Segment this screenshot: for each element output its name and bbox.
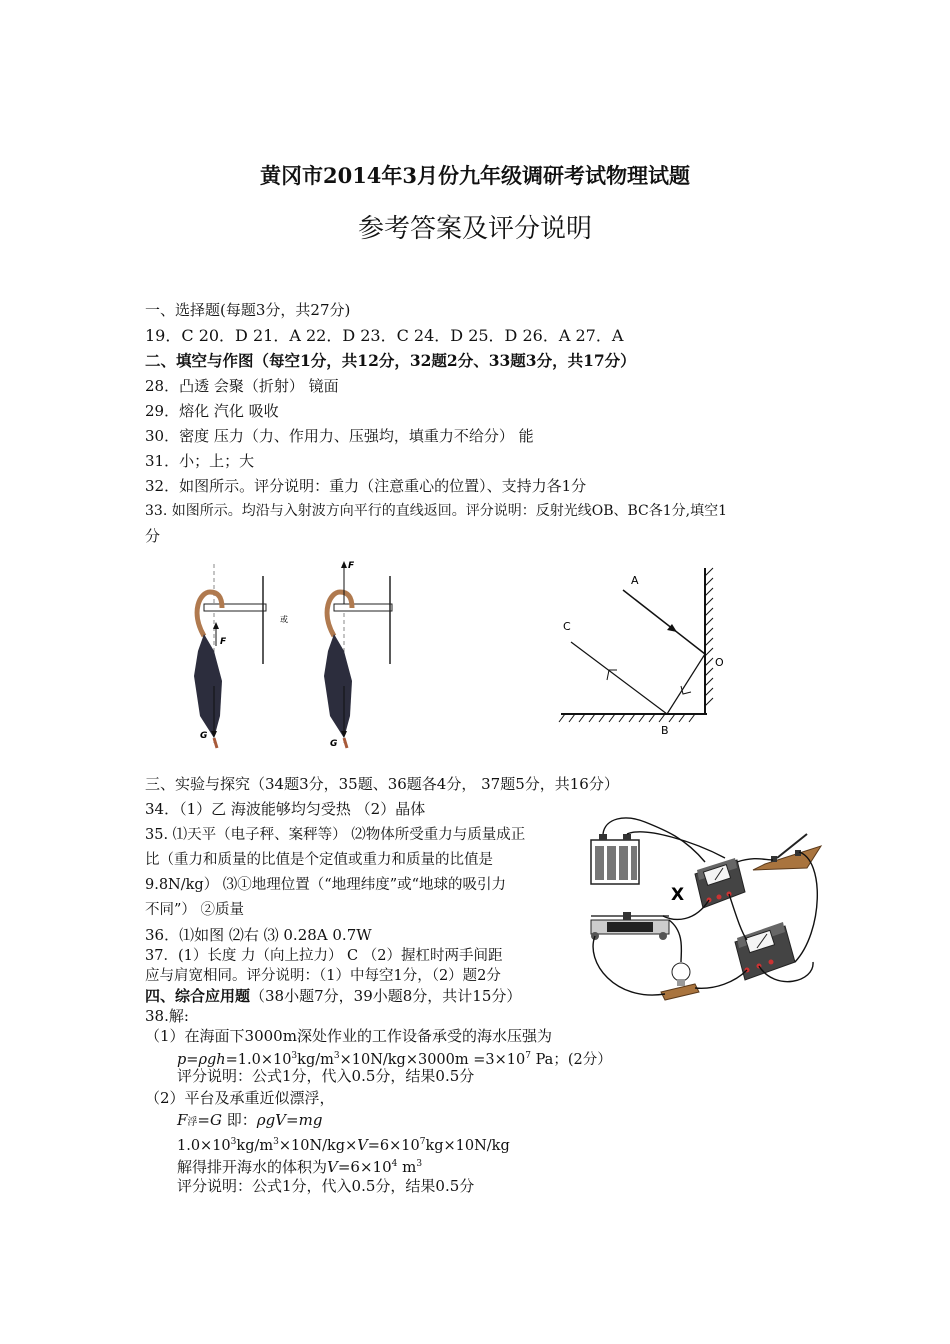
section2-heading: 二、填空与作图（每空1分，共12分，32题2分、33题3分，共17分） [145, 351, 636, 370]
section1-answers: 19．C 20．D 21．A 22．D 23．C 24．D 25．D 26．A 27．A [145, 326, 624, 345]
reflection-figure [555, 562, 730, 742]
answer-37-line1: 37．(1）长度 力（向上拉力） C （2）握杠时两手间距 [145, 948, 503, 964]
answer-29: 29．熔化 汽化 吸收 [145, 402, 279, 420]
circuit-figure [585, 812, 830, 1007]
point-c-label: C [563, 620, 571, 633]
section4-heading-note: （38小题7分，39小题8分，共计15分） [250, 987, 522, 1005]
gravity-g-label-left: G [200, 731, 208, 741]
q38-part2-result: 解得排开海水的体积为$V=6\times 10^4$ $m^3$ [177, 1158, 423, 1176]
answer-32: 32．如图所示。评分说明：重力（注意重心的位置）、支持力各1分 [145, 477, 587, 495]
q38-part2-formula1: F浮=G 即：ρgV=mg [177, 1111, 323, 1129]
q38-part1-line1: （1）在海面下3000m深处作业的工作设备承受的海水压强为 [145, 1027, 552, 1045]
lamp [661, 963, 699, 1000]
answer-33-line1: 33. 如图所示。均沿与入射波方向平行的直线返回。评分说明：反射光线OB、BC各1分,填空1 [145, 503, 728, 519]
q38-part1-scoring: 评分说明：公式1分，代入0.5分，结果0.5分 [177, 1067, 475, 1085]
meter-1 [695, 858, 745, 908]
answer-35-line3: 9.8N/kg） ⑶①地理位置（“地理纬度”或“地球的吸引力 [145, 877, 507, 893]
q38-part2-line1: （2）平台及承重近似漂浮， [145, 1089, 335, 1107]
q38-part2-formula2: $1.0\times 10^3kg/m^3\times 10N/kg\times V=6\times 10^7kg\times 10N/kg$ [177, 1137, 510, 1154]
or-label: 或 [280, 615, 288, 624]
answer-28: 28．凸透 会聚（折射） 镜面 [145, 377, 339, 395]
gravity-g-label-right: G [330, 739, 338, 749]
answer-34: 34．（1）乙 海波能够均匀受热 （2）晶体 [145, 800, 426, 818]
document-title: 黄冈市2014年3月份九年级调研考试物理试题 [259, 163, 691, 188]
switch [753, 834, 821, 870]
point-b-label: B [661, 724, 669, 737]
answer-30: 30．密度 压力（力、作用力、压强均，填重力不给分） 能 [145, 427, 534, 445]
answer-33-line2: 分 [145, 527, 161, 545]
answer-35-line4: 不同”） ②质量 [145, 902, 245, 918]
answer-35-line1: 35. ⑴天平（电子秤、案秤等） ⑵物体所受重力与质量成正 [145, 827, 526, 843]
umbrella-right [324, 561, 392, 749]
answer-36: 36．⑴如图 ⑵右 ⑶ 0.28A 0.7W [145, 926, 372, 944]
meter-2 [735, 922, 795, 980]
section4-heading-row [145, 986, 521, 1006]
q38-part1-formula: $p=\rho gh=1.0\times 10^3kg/m^3\times 10N/kg\times 3000m =3\times 10^7$ Pa；(2分） [177, 1051, 612, 1068]
section3-heading: 三、实验与探究（34题3分，35题、36题各4分， 37题5分，共16分） [145, 775, 619, 793]
q38-part2-scoring: 评分说明：公式1分，代入0.5分，结果0.5分 [177, 1177, 475, 1195]
force-f-label-right: F [348, 561, 355, 571]
force-f-label-left: F [220, 637, 227, 647]
answer-37-line2: 应与肩宽相同。评分说明：（1）中每空1分，（2）题2分 [145, 968, 501, 984]
q38-part2-result-prefix: 解得排开海水的体积为 [177, 1158, 328, 1176]
answer-31: 31．小；上；大 [145, 452, 255, 470]
answer-35-line2: 比（重力和质量的比值是个定值或重力和质量的比值是 [145, 852, 493, 868]
rheostat [591, 912, 669, 940]
umbrella-force-figure [180, 556, 410, 756]
battery [591, 834, 639, 884]
answer-38-label: 38.解: [145, 1007, 189, 1025]
document-subtitle: 参考答案及评分说明 [357, 214, 592, 244]
wire-x-label: X [671, 885, 685, 905]
umbrella-left [194, 564, 266, 748]
point-a-label: A [631, 574, 639, 587]
section1-heading: 一、选择题(每题3分，共27分) [145, 301, 351, 319]
section4-heading: 四、综合应用题 [145, 987, 251, 1005]
point-o-label: O [715, 656, 724, 669]
